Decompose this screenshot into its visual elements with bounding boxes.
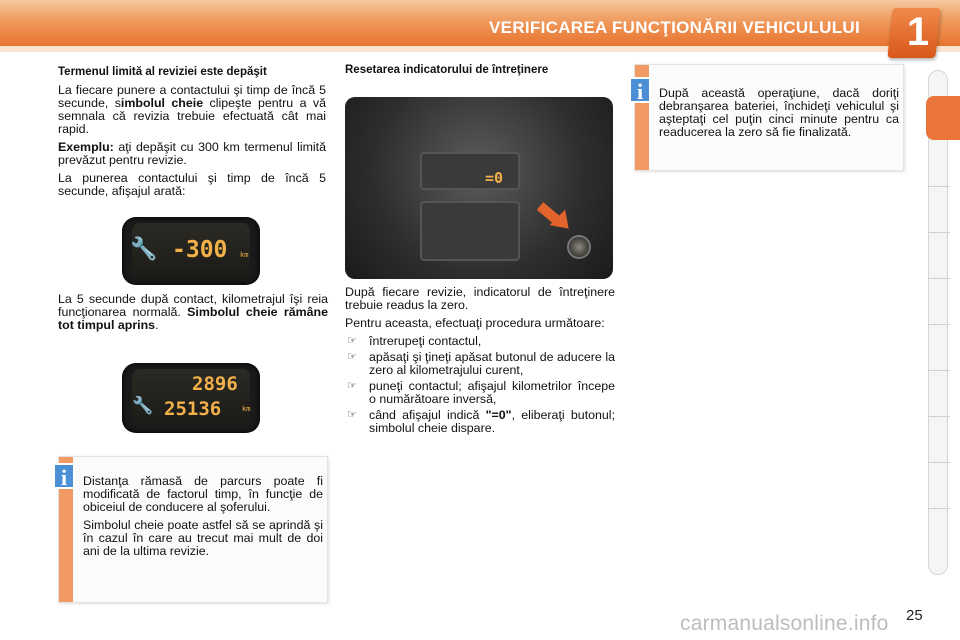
middle-column-header xyxy=(345,64,613,82)
side-nav-tab[interactable] xyxy=(928,186,950,187)
bold-text: imbolul cheie xyxy=(120,96,204,110)
text-run: La fiecare punere a contactului şi timp de încă 5 secunde, s xyxy=(58,83,326,110)
paragraph: La punerea contactului şi timp de încă 5 secunde, afişajul arată: xyxy=(58,171,326,198)
step-text: puneţi contactul; afişajul kilometrilor începe o numărătoare inversă, xyxy=(369,379,615,406)
page-title: VERIFICAREA FUNCŢIONĂRII VEHICULULUI xyxy=(489,18,860,37)
reset-button-knob xyxy=(567,235,591,259)
info-text xyxy=(83,475,323,563)
page-number: 25 xyxy=(906,607,923,624)
step-text: apăsaţi şi ţineţi apăsat butonul de aducere la zero al kilometrajului curent, xyxy=(369,350,615,377)
info-box-right xyxy=(634,64,904,171)
left-column-cont xyxy=(58,293,328,337)
info-box-left xyxy=(58,456,328,603)
wrench-icon: 🔧 xyxy=(132,396,154,416)
middle-column xyxy=(345,286,615,438)
procedure-steps xyxy=(345,335,615,435)
paragraph xyxy=(58,84,326,136)
pointing-hand-icon: ☞ xyxy=(347,409,357,421)
photo-lower-screen xyxy=(420,201,520,261)
chapter-number: 1 xyxy=(906,10,930,54)
side-nav-tab[interactable] xyxy=(928,370,950,371)
list-item xyxy=(345,351,615,377)
bold-text: "=0" xyxy=(485,408,512,422)
side-nav-tab[interactable] xyxy=(928,508,950,509)
text-run: La 5 secunde după contact, kilometrajul îşi reia funcţionarea normală. xyxy=(58,292,328,319)
paragraph: După fiecare revizie, indicatorul de întreţinere trebuie readus la zero. xyxy=(345,285,615,312)
text-run: aţi depăşit cu 300 km termenul limită prevăzut pentru revizie. xyxy=(58,140,326,167)
list-item xyxy=(345,335,615,348)
bold-text: Exemplu: xyxy=(58,140,114,154)
bold-text: Simbolul cheie rămâne tot timpul aprins xyxy=(58,305,329,332)
info-icon: i xyxy=(53,463,75,489)
pointing-hand-icon: ☞ xyxy=(347,351,357,363)
info-icon: i xyxy=(629,77,651,103)
paragraph xyxy=(58,293,328,332)
info-paragraph: Distanţa rămasă de parcurs poate fi modificată de factorul timp, în funcţie de obiceiul de conducere al şoferului. xyxy=(83,474,323,514)
total-odometer-value: 25136 xyxy=(164,398,222,420)
odometer-unit: km xyxy=(242,405,251,413)
side-nav-active-tab[interactable] xyxy=(926,96,960,140)
left-column xyxy=(58,66,326,203)
paragraph: Pentru aceasta, efectuaţi procedura următoare: xyxy=(345,316,605,330)
odometer-display-warning xyxy=(122,217,260,285)
pointing-hand-icon: ☞ xyxy=(347,380,357,392)
step-text: întrerupeţi contactul, xyxy=(369,334,482,348)
trip-value: 2896 xyxy=(192,373,238,395)
list-item xyxy=(345,409,615,435)
side-nav-tab[interactable] xyxy=(928,278,950,279)
watermark: carmanualsonline.info xyxy=(680,612,889,635)
pointing-hand-icon: ☞ xyxy=(347,335,357,347)
side-nav-tab[interactable] xyxy=(928,324,950,325)
section-heading: Resetarea indicatorului de întreţinere xyxy=(345,64,549,76)
side-nav-tab[interactable] xyxy=(928,462,950,463)
photo-readout: =0 xyxy=(485,169,504,187)
section-heading: Termenul limită al reviziei este depăşit xyxy=(58,66,267,78)
info-paragraph: După această operaţiune, dacă doriţi debranşarea bateriei, închideţi vehiculul şi aşteptaţi cel puţin cinci minute pentru ca readucerea la zero să fie finalizată. xyxy=(659,86,899,139)
instrument-panel-photo xyxy=(345,97,613,279)
text-run: clipeşte pentru a vă semnala că revizia trebuie efectuată cât mai rapid. xyxy=(58,96,326,136)
header-strip xyxy=(0,46,960,52)
odometer-display-normal xyxy=(122,363,260,433)
side-nav-rail xyxy=(928,70,948,575)
paragraph xyxy=(58,141,326,167)
photo-upper-screen xyxy=(420,152,520,190)
text-run: . xyxy=(155,318,159,332)
info-text xyxy=(659,87,899,144)
list-item xyxy=(345,380,615,406)
step-text: , eliberaţi butonul; simbolul cheie dispare. xyxy=(369,408,616,435)
step-text: când afişajul indică xyxy=(369,408,486,422)
odometer-unit: km xyxy=(240,251,249,259)
wrench-icon: 🔧 xyxy=(130,237,158,262)
odometer-value: -300 xyxy=(172,237,228,263)
info-paragraph: Simbolul cheie poate astfel să se aprindă şi în cazul în care au trecut mai mult de doi ani de la ultima revizie. xyxy=(83,518,323,558)
side-nav-tab[interactable] xyxy=(928,232,950,233)
side-nav-tab[interactable] xyxy=(928,416,950,417)
